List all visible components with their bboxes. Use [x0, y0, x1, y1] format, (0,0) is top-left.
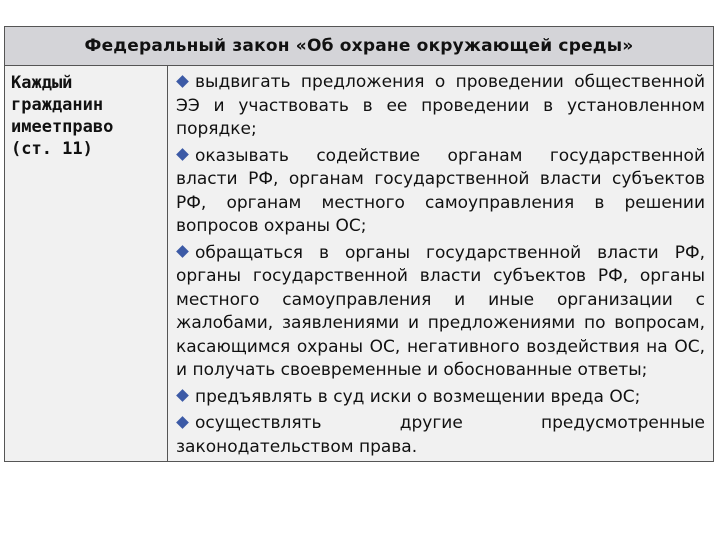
diamond-bullet-icon	[176, 75, 189, 88]
list-item	[176, 242, 705, 383]
label-line: (ст. 11)	[11, 139, 93, 159]
list-item	[176, 412, 705, 459]
table-title: Федеральный закон «Об охране окружающей среды»	[5, 27, 714, 66]
list-item	[176, 71, 705, 142]
rights-table	[4, 26, 714, 462]
diamond-bullet-icon	[176, 245, 189, 258]
list-item-text: осуществлять другие предусмотренные законодательством права.	[176, 413, 705, 457]
diamond-bullet-icon	[176, 148, 189, 161]
list-item-text: предъявлять в суд иски о возмещении вреда ОС;	[195, 386, 641, 407]
list-item	[176, 145, 705, 239]
rights-list-cell	[168, 66, 714, 462]
list-item-text: выдвигать предложения о проведении общественной ЭЭ и участвовать в ее проведении в установленном порядке;	[176, 72, 705, 139]
list-item-text: обращаться в органы государственной власти РФ, органы государственной власти субъектов РФ, органы местного самоуправления и иные организации с жалобами, заявлениями и предложениями по вопросам, касающимся охраны ОС, негативного воздействия на ОС, и получать своевременные и обоснованные ответы;	[176, 242, 705, 380]
list-item	[176, 386, 705, 410]
diamond-bullet-icon	[176, 416, 189, 429]
label-line: имеетправо	[11, 117, 114, 137]
rights-label-cell	[5, 66, 168, 462]
diamond-bullet-icon	[176, 389, 189, 402]
label-line: Каждый	[11, 73, 73, 93]
label-line: гражданин	[11, 95, 104, 115]
list-item-text: оказывать содействие органам государственной власти РФ, органам государственной власти субъектов РФ, органам местного самоуправления в решении вопросов охраны ОС;	[176, 145, 705, 236]
